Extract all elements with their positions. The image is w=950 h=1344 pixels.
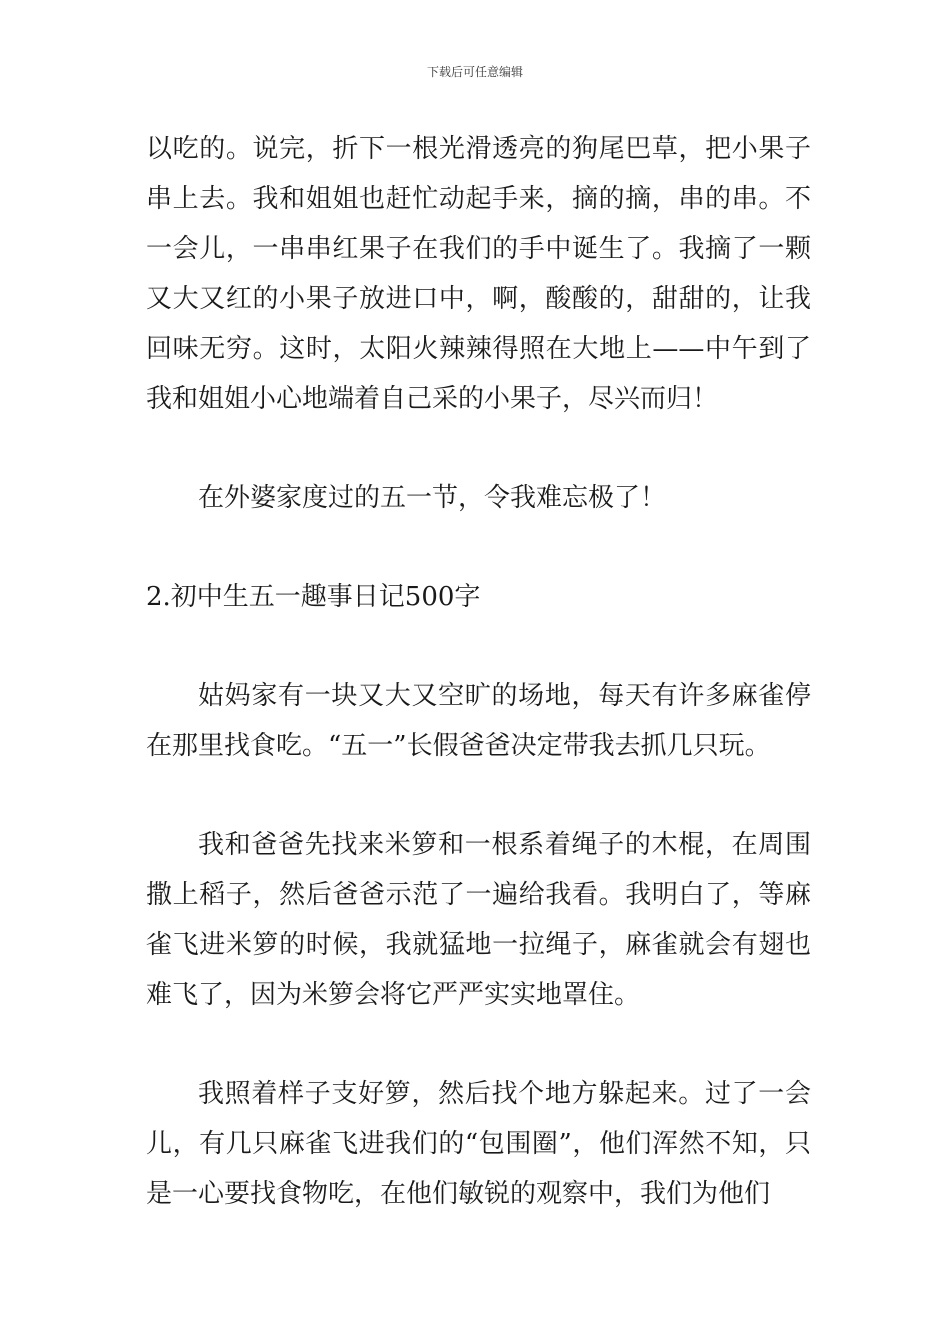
document-body bbox=[146, 124, 811, 1219]
paragraph-5: 我照着样子支好箩，然后找个地方躲起来。过了一会儿，有几只麻雀飞进我们的“包围圈”，他们浑然不知，只是一心要找食物吃，在他们敏锐的观察中，我们为他们 bbox=[146, 1079, 811, 1209]
section-heading: 2.初中生五一趣事日记500字 bbox=[146, 582, 481, 612]
paragraph-1: 以吃的。说完，折下一根光滑透亮的狗尾巴草，把小果子串上去。我和姐姐也赶忙动起手来，摘的摘，串的串。不一会儿，一串串红果子在我们的手中诞生了。我摘了一颗又大又红的小果子放进口中，啊，酸酸的，甜甜的，让我回味无穷。这时，太阳火辣辣得照在大地上——中午到了我和姐姐小心地端着自己采的小果子，尽兴而归！ bbox=[146, 134, 811, 414]
paragraph-2: 在外婆家度过的五一节，令我难忘极了！ bbox=[198, 483, 667, 513]
paragraph-3: 姑妈家有一块又大又空旷的场地，每天有许多麻雀停在那里找食吃。“五一”长假爸爸决定带我去抓几只玩。 bbox=[146, 681, 811, 761]
paragraph-4: 我和爸爸先找来米箩和一根系着绳子的木棍，在周围撒上稻子，然后爸爸示范了一遍给我看。我明白了，等麻雀飞进米箩的时候，我就猛地一拉绳子，麻雀就会有翅也难飞了，因为米箩会将它严严实实地罩住。 bbox=[146, 830, 811, 1010]
page-header: 下载后可任意编辑 bbox=[426, 65, 523, 79]
